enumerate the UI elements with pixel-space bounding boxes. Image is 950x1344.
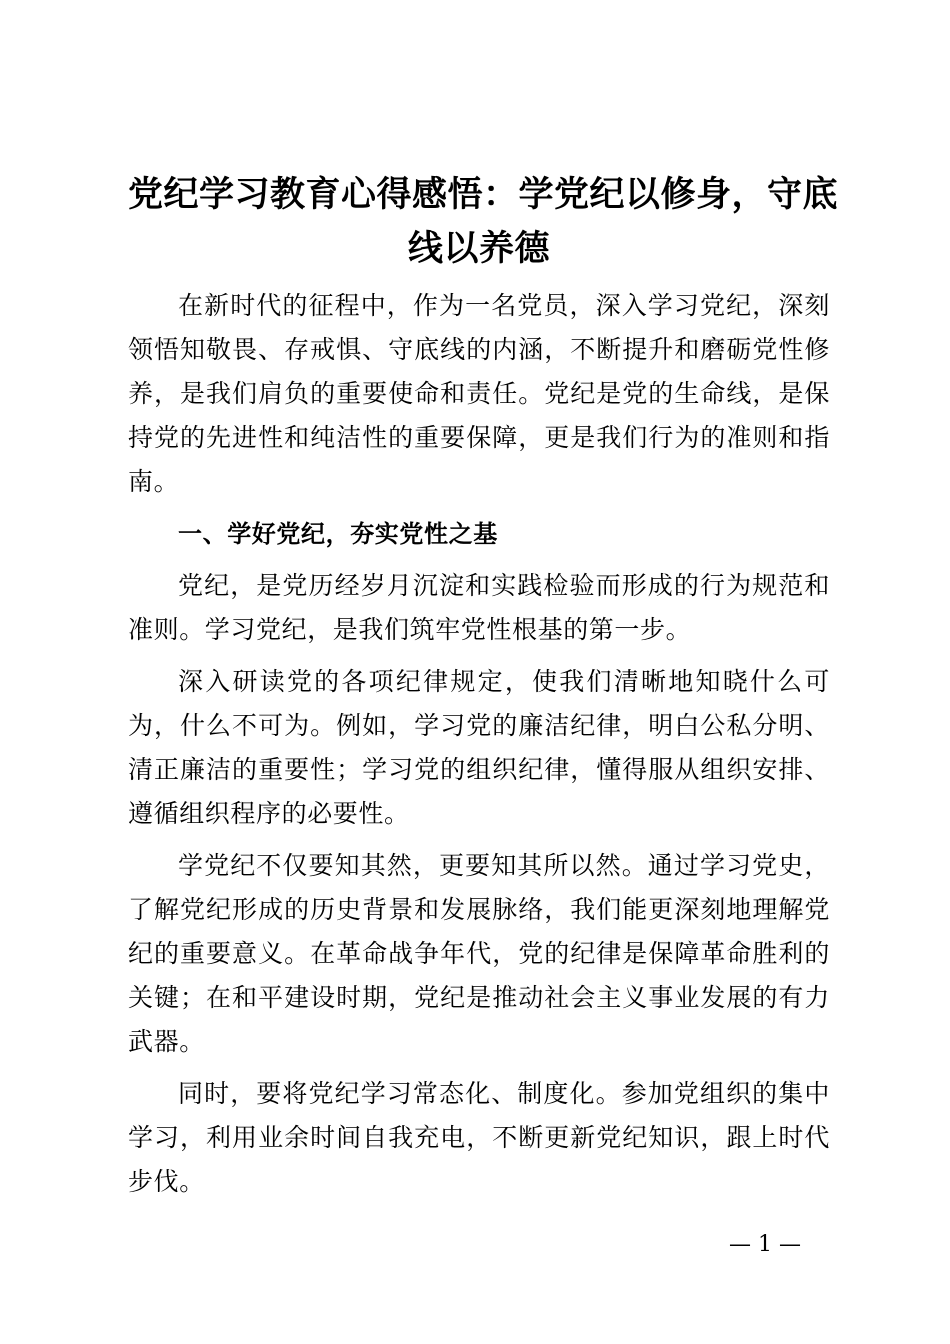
title-line-1: 党纪学习教育心得感悟：学党纪以修身，守底: [128, 175, 839, 215]
body-paragraph: 深入研读党的各项纪律规定，使我们清晰地知晓什么可为，什么不可为。例如，学习党的廉洁纪律，明白公私分明、清正廉洁的重要性；学习党的组织纪律，懂得服从组织安排、遵循组织程序的必要性。: [128, 667, 830, 828]
section-heading: 一、学好党纪，夯实党性之基: [178, 520, 498, 548]
body-paragraph: 同时，要将党纪学习常态化、制度化。参加党组织的集中学习，利用业余时间自我充电，不断更新党纪知识，跟上时代步伐。: [128, 1079, 830, 1196]
title-line-2: 线以养德: [407, 229, 550, 269]
document-body: [128, 168, 839, 1204]
document-title: [128, 168, 839, 276]
intro-paragraph: 在新时代的征程中，作为一名党员，深入学习党纪，深刻领悟知敬畏、存戒惧、守底线的内涵，不断提升和磨砺党性修养，是我们肩负的重要使命和责任。党纪是党的生命线，是保持党的先进性和纯洁性的重要保障，更是我们行为的准则和指南。: [128, 291, 830, 496]
body-paragraph: 学党纪不仅要知其然，更要知其所以然。通过学习党史，了解党纪形成的历史背景和发展脉络，我们能更深刻地理解党纪的重要意义。在革命战争年代，党的纪律是保障革命胜利的关键；在和平建设时期，党纪是推动社会主义事业发展的有力武器。: [128, 851, 830, 1056]
page-number: — 1 —: [729, 1232, 801, 1257]
body-paragraph: 党纪，是党历经岁月沉淀和实践检验而形成的行为规范和准则。学习党纪，是我们筑牢党性根基的第一步。: [128, 571, 830, 644]
